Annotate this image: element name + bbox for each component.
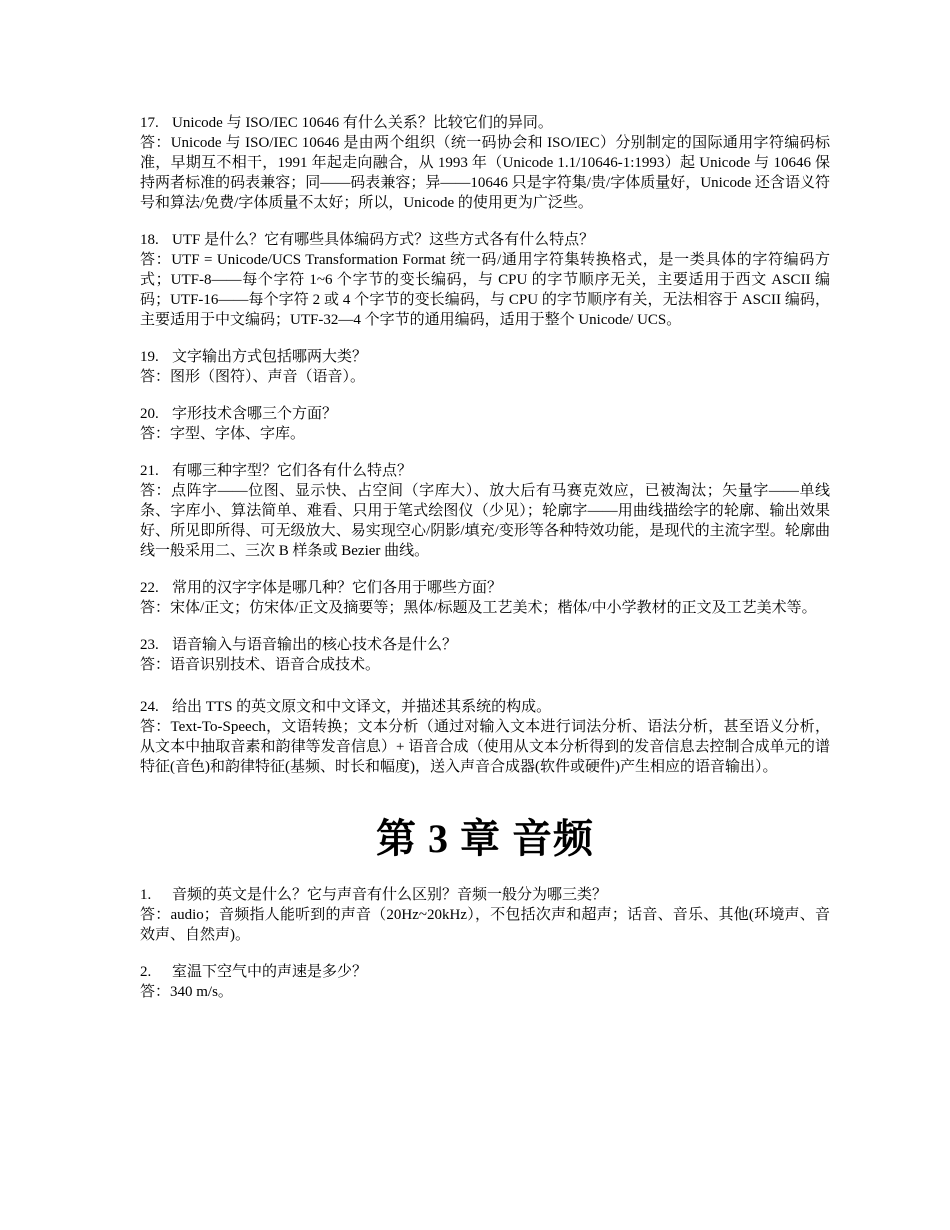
question-text: 语音输入与语音输出的核心技术各是什么？ [172,637,458,653]
qa-item-ch3-2 [140,962,830,1002]
question-number: 1. [140,887,152,903]
question-number: 20. [140,406,159,422]
qa-item-24 [140,697,830,777]
question-number: 24. [140,699,159,715]
qa-item-18 [140,230,830,330]
question [140,404,830,424]
question-text: 有哪三种字型？它们各有什么特点？ [172,463,413,479]
question-text: UTF 是什么？它有哪些具体编码方式？这些方式各有什么特点？ [172,232,595,248]
question-number: 22. [140,580,159,596]
question [140,962,830,982]
qa-item-ch3-1 [140,885,830,945]
question [140,461,830,481]
qa-item-20 [140,404,830,444]
answer-text: 答：语音识别技术、语音合成技术。 [140,657,381,673]
question [140,230,830,250]
question-text: 室温下空气中的声速是多少？ [172,964,368,980]
question [140,347,830,367]
qa-item-21 [140,461,830,561]
question-text: 文字输出方式包括哪两大类？ [172,349,368,365]
question-number: 2. [140,964,152,980]
question-number: 19. [140,349,159,365]
answer-text: 答：Unicode 与 ISO/IEC 10646 是由两个组织（统一码协会和 ISO/IEC）分别制定的国际通用字符编码标准，早期互不相干，1991 年起走向融合，从 1993 年（Unicode 1.1/10646-1:1993）起 Unicode 与 10646 保持两者标准的码表兼容；同——码表兼容；异——10646 只是字符集/贵/字体质量好，Unicode 还含语义符号和算法/免费/字体质量不太好；所以，Unicode 的使用更为广泛些。 [140,135,830,211]
question-number: 18. [140,232,159,248]
question-number: 17. [140,115,159,131]
question [140,578,830,598]
question-text: 音频的英文是什么？它与声音有什么区别？音频一般分为哪三类？ [172,887,608,903]
chapter-heading: 第 3 章 音频 [376,816,594,861]
question [140,113,830,133]
answer-text: 答：图形（图符）、声音（语音）。 [140,369,366,385]
answer-text: 答：340 m/s。 [140,984,233,1000]
answer-text: 答：宋体/正文；仿宋体/正文及摘要等；黑体/标题及工艺美术；楷体/中小学教材的正文及工艺美术等。 [140,600,817,616]
question-text: 给出 TTS 的英文原文和中文译文，并描述其系统的构成。 [172,699,552,715]
qa-item-19 [140,347,830,387]
answer-text: 答：点阵字——位图、显示快、占空间（字库大）、放大后有马赛克效应，已被淘汰；矢量字——单线条、字库小、算法简单、难看、只用于笔式绘图仪（少见）；轮廓字——用曲线描绘字的轮廓、输出效果好、所见即所得、可无级放大、易实现空心/阴影/填充/变形等各种特效功能，是现代的主流字型。轮廓曲线一般采用二、三次 B 样条或 Bezier 曲线。 [140,483,830,559]
answer-text: 答：Text-To-Speech，文语转换；文本分析（通过对输入文本进行词法分析、语法分析，甚至语义分析，从文本中抽取音素和韵律等发音信息）+ 语音合成（使用从文本分析得到的发音信息去控制合成单元的谱特征(音色)和韵律特征(基频、时长和幅度)，送入声音合成器(软件或硬件)产生相应的语音输出）。 [140,719,830,775]
question [140,697,830,717]
question [140,635,830,655]
question [140,885,830,905]
question-text: Unicode 与 ISO/IEC 10646 有什么关系？比较它们的异同。 [172,115,553,131]
qa-item-23 [140,635,830,675]
answer-text: 答：audio；音频指人能听到的声音（20Hz~20kHz），不包括次声和超声；话音、音乐、其他(环境声、音效声、自然声)。 [140,907,830,943]
question-number: 21. [140,463,159,479]
document-page [140,113,830,1019]
answer-text: 答：字型、字体、字库。 [140,426,306,442]
question-text: 字形技术含哪三个方面？ [172,406,338,422]
qa-item-22 [140,578,830,618]
qa-item-17 [140,113,830,213]
question-text: 常用的汉字字体是哪几种？它们各用于哪些方面？ [172,580,503,596]
answer-text: 答：UTF = Unicode/UCS Transformation Format 统一码/通用字符集转换格式，是一类具体的字符编码方式；UTF-8——每个字符 1~6 个字节的变长编码，与 CPU 的字节顺序无关，主要适用于西文 ASCII 编码；UTF-16——每个字符 2 或 4 个字节的变长编码，与 CPU 的字节顺序有关，无法相容于 ASCII 编码，主要适用于中文编码；UTF-32—4 个字节的通用编码，适用于整个 Unicode/ UCS。 [140,252,830,328]
question-number: 23. [140,637,159,653]
